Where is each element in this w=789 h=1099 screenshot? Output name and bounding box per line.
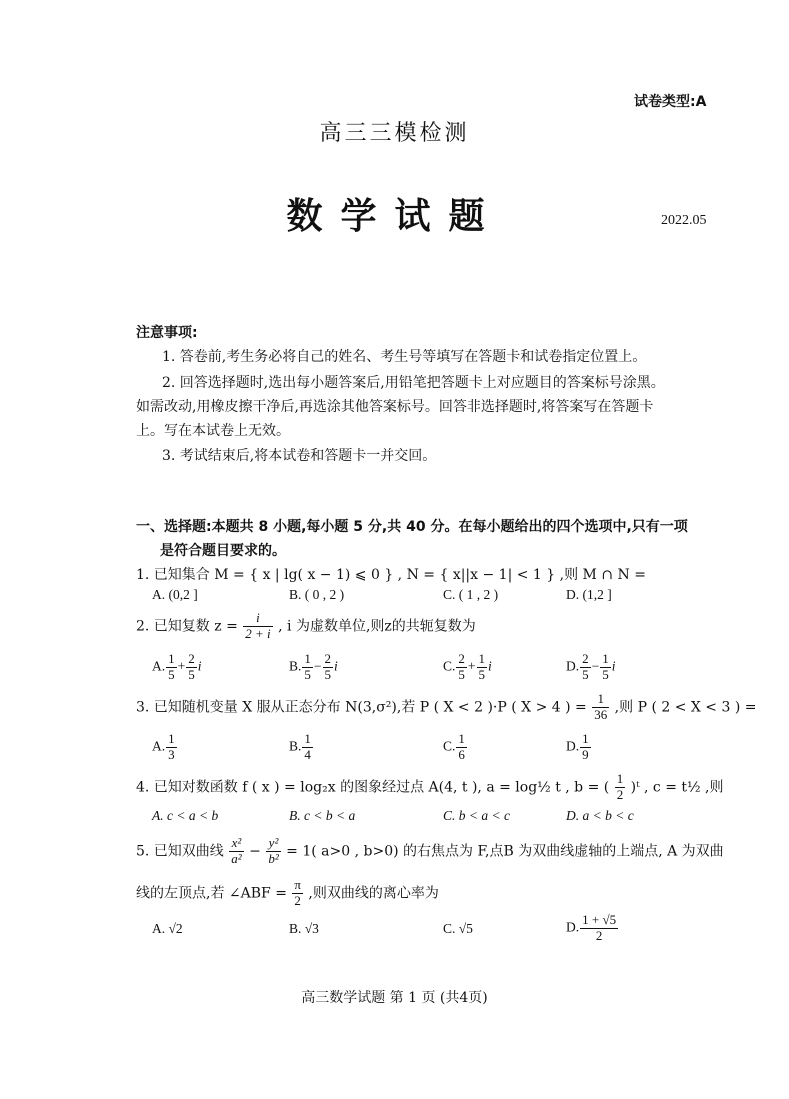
question-5-stem-line-2: 线的左顶点,若 ∠ABF = $\frac{\pi}{2}$ ,则双曲线的离心率为 xyxy=(136,877,439,908)
exam-title: 高三三模检测 xyxy=(319,121,470,146)
question-3-stem-post: ,则 P ( 2 < X < 3 ) = xyxy=(614,699,757,716)
notice-item-3: 3. 考试结束后,将本试卷和答题卡一并交回。 xyxy=(162,448,437,464)
question-4-option-a: A. c < a < b xyxy=(152,808,219,823)
question-5-option-d: D. $\frac{1 + √5}{2}$ xyxy=(566,912,617,943)
question-4-stem-pre: 4. 已知对数函数 f ( x ) = log₂x 的图象经过点 A(4, t ), a = log½ t , b = ( xyxy=(136,779,610,796)
question-5-fraction-y: $\frac{\text{y²}}{\text{b²}}$ xyxy=(268,835,279,866)
section-1-heading-line-1: 一、选择题:本题共 8 小题,每小题 5 分,共 40 分。在每小题给出的四个选项中,只有一项 xyxy=(136,519,688,535)
question-2-option-c: C. $\frac{2}{5}$ + $\frac{1}{5}$ i xyxy=(443,651,492,682)
question-5-option-c: C. √5 xyxy=(443,921,473,936)
page-footer: 高三数学试题 第 1 页 (共4页) xyxy=(301,990,488,1006)
subject-title: 数学试题 xyxy=(286,195,503,237)
question-1-stem: 1. 已知集合 M = { x | lg( x − 1) ⩽ 0 } , N = { x||x − 1| < 1 } ,则 M ∩ N = xyxy=(136,567,646,583)
question-3-option-b: B. $\frac{1}{4}$ xyxy=(289,731,311,762)
question-4-option-c: C. b < a < c xyxy=(443,808,510,823)
question-1-option-a: A. (0,2 ] xyxy=(152,587,198,602)
notice-item-1: 1. 答卷前,考生务必将自己的姓名、考生号等填写在答题卡和试卷指定位置上。 xyxy=(162,349,647,365)
question-3-option-d: D. $\frac{1}{9}$ xyxy=(566,731,589,762)
question-3-option-a: A. $\frac{1}{3}$ xyxy=(152,731,175,762)
question-1-option-d: D. (1,2 ] xyxy=(566,587,612,602)
question-2-option-a: A. $\frac{1}{5}$ + $\frac{2}{5}$ i xyxy=(152,651,202,682)
question-5-angle-fraction: $\frac{\pi}{2}$ xyxy=(294,877,301,908)
question-2-fraction: $\frac{i}{2 + i}$ xyxy=(245,610,271,641)
question-2-stem-pre: 2. 已知复数 z = xyxy=(136,618,238,635)
question-2-option-b: B. $\frac{1}{5}$ − $\frac{2}{5}$ i xyxy=(289,651,338,682)
question-2-stem-post: , i 为虚数单位,则z的共轭复数为 xyxy=(278,618,476,635)
section-1-heading-line-2: 是符合题目要求的。 xyxy=(160,543,286,559)
question-3-stem-pre: 3. 已知随机变量 X 服从正态分布 N(3,σ²),若 P ( X < 2 )·P ( X > 4 ) = xyxy=(136,699,587,716)
question-5-stem-pre: 5. 已知双曲线 xyxy=(136,843,224,860)
notice-item-2-line-1: 2. 回答选择题时,选出每小题答案后,用铅笔把答题卡上对应题目的答案标号涂黑。 xyxy=(162,375,665,391)
question-4-option-b: B. c < b < a xyxy=(289,808,356,823)
question-5-stem-post: = 1( a>0 , b>0) 的右焦点为 F,点B 为双曲线虚轴的上端点, A 为双曲 xyxy=(286,843,724,860)
question-4-stem-post: )ᵗ , c = t½ ,则 xyxy=(630,779,724,796)
question-5-option-a: A. √2 xyxy=(152,921,183,936)
question-5-option-b: B. √3 xyxy=(289,921,319,936)
question-5-stem-line-1: 5. 已知双曲线 $\frac{\text{x²}}{\text{a²}}$ − $\frac{\text{y²}}{\text{b²}}$ = 1( a>0 , b>0) 的右焦点为 F,点B 为双曲线虚轴的上端点, A 为双曲 xyxy=(136,835,724,866)
question-5-fraction-x: $\frac{\text{x²}}{\text{a²}}$ xyxy=(231,835,242,866)
question-1-option-c: C. ( 1 , 2 ) xyxy=(443,587,499,602)
notice-item-2-line-3: 上。写在本试卷上无效。 xyxy=(136,423,290,439)
question-4-fraction: $\frac{1}{2}$ xyxy=(616,771,624,802)
question-3-fraction: $\frac{1}{36}$ xyxy=(594,691,608,722)
question-4-option-d: D. a < b < c xyxy=(566,808,634,823)
question-1-option-b: B. ( 0 , 2 ) xyxy=(289,587,345,602)
question-2-option-d: D. $\frac{2}{5}$ − $\frac{1}{5}$ i xyxy=(566,651,616,682)
paper-type-label: 试卷类型:A xyxy=(634,94,707,110)
notice-heading: 注意事项: xyxy=(136,325,198,341)
question-3-stem xyxy=(136,692,757,723)
exam-date: 2022.05 xyxy=(661,213,707,228)
question-4-stem xyxy=(136,772,723,803)
question-2-stem xyxy=(136,611,476,642)
question-3-option-c: C. $\frac{1}{6}$ xyxy=(443,731,465,762)
notice-item-2-line-2: 如需改动,用橡皮擦干净后,再选涂其他答案标号。回答非选择题时,将答案写在答题卡 xyxy=(136,399,654,415)
